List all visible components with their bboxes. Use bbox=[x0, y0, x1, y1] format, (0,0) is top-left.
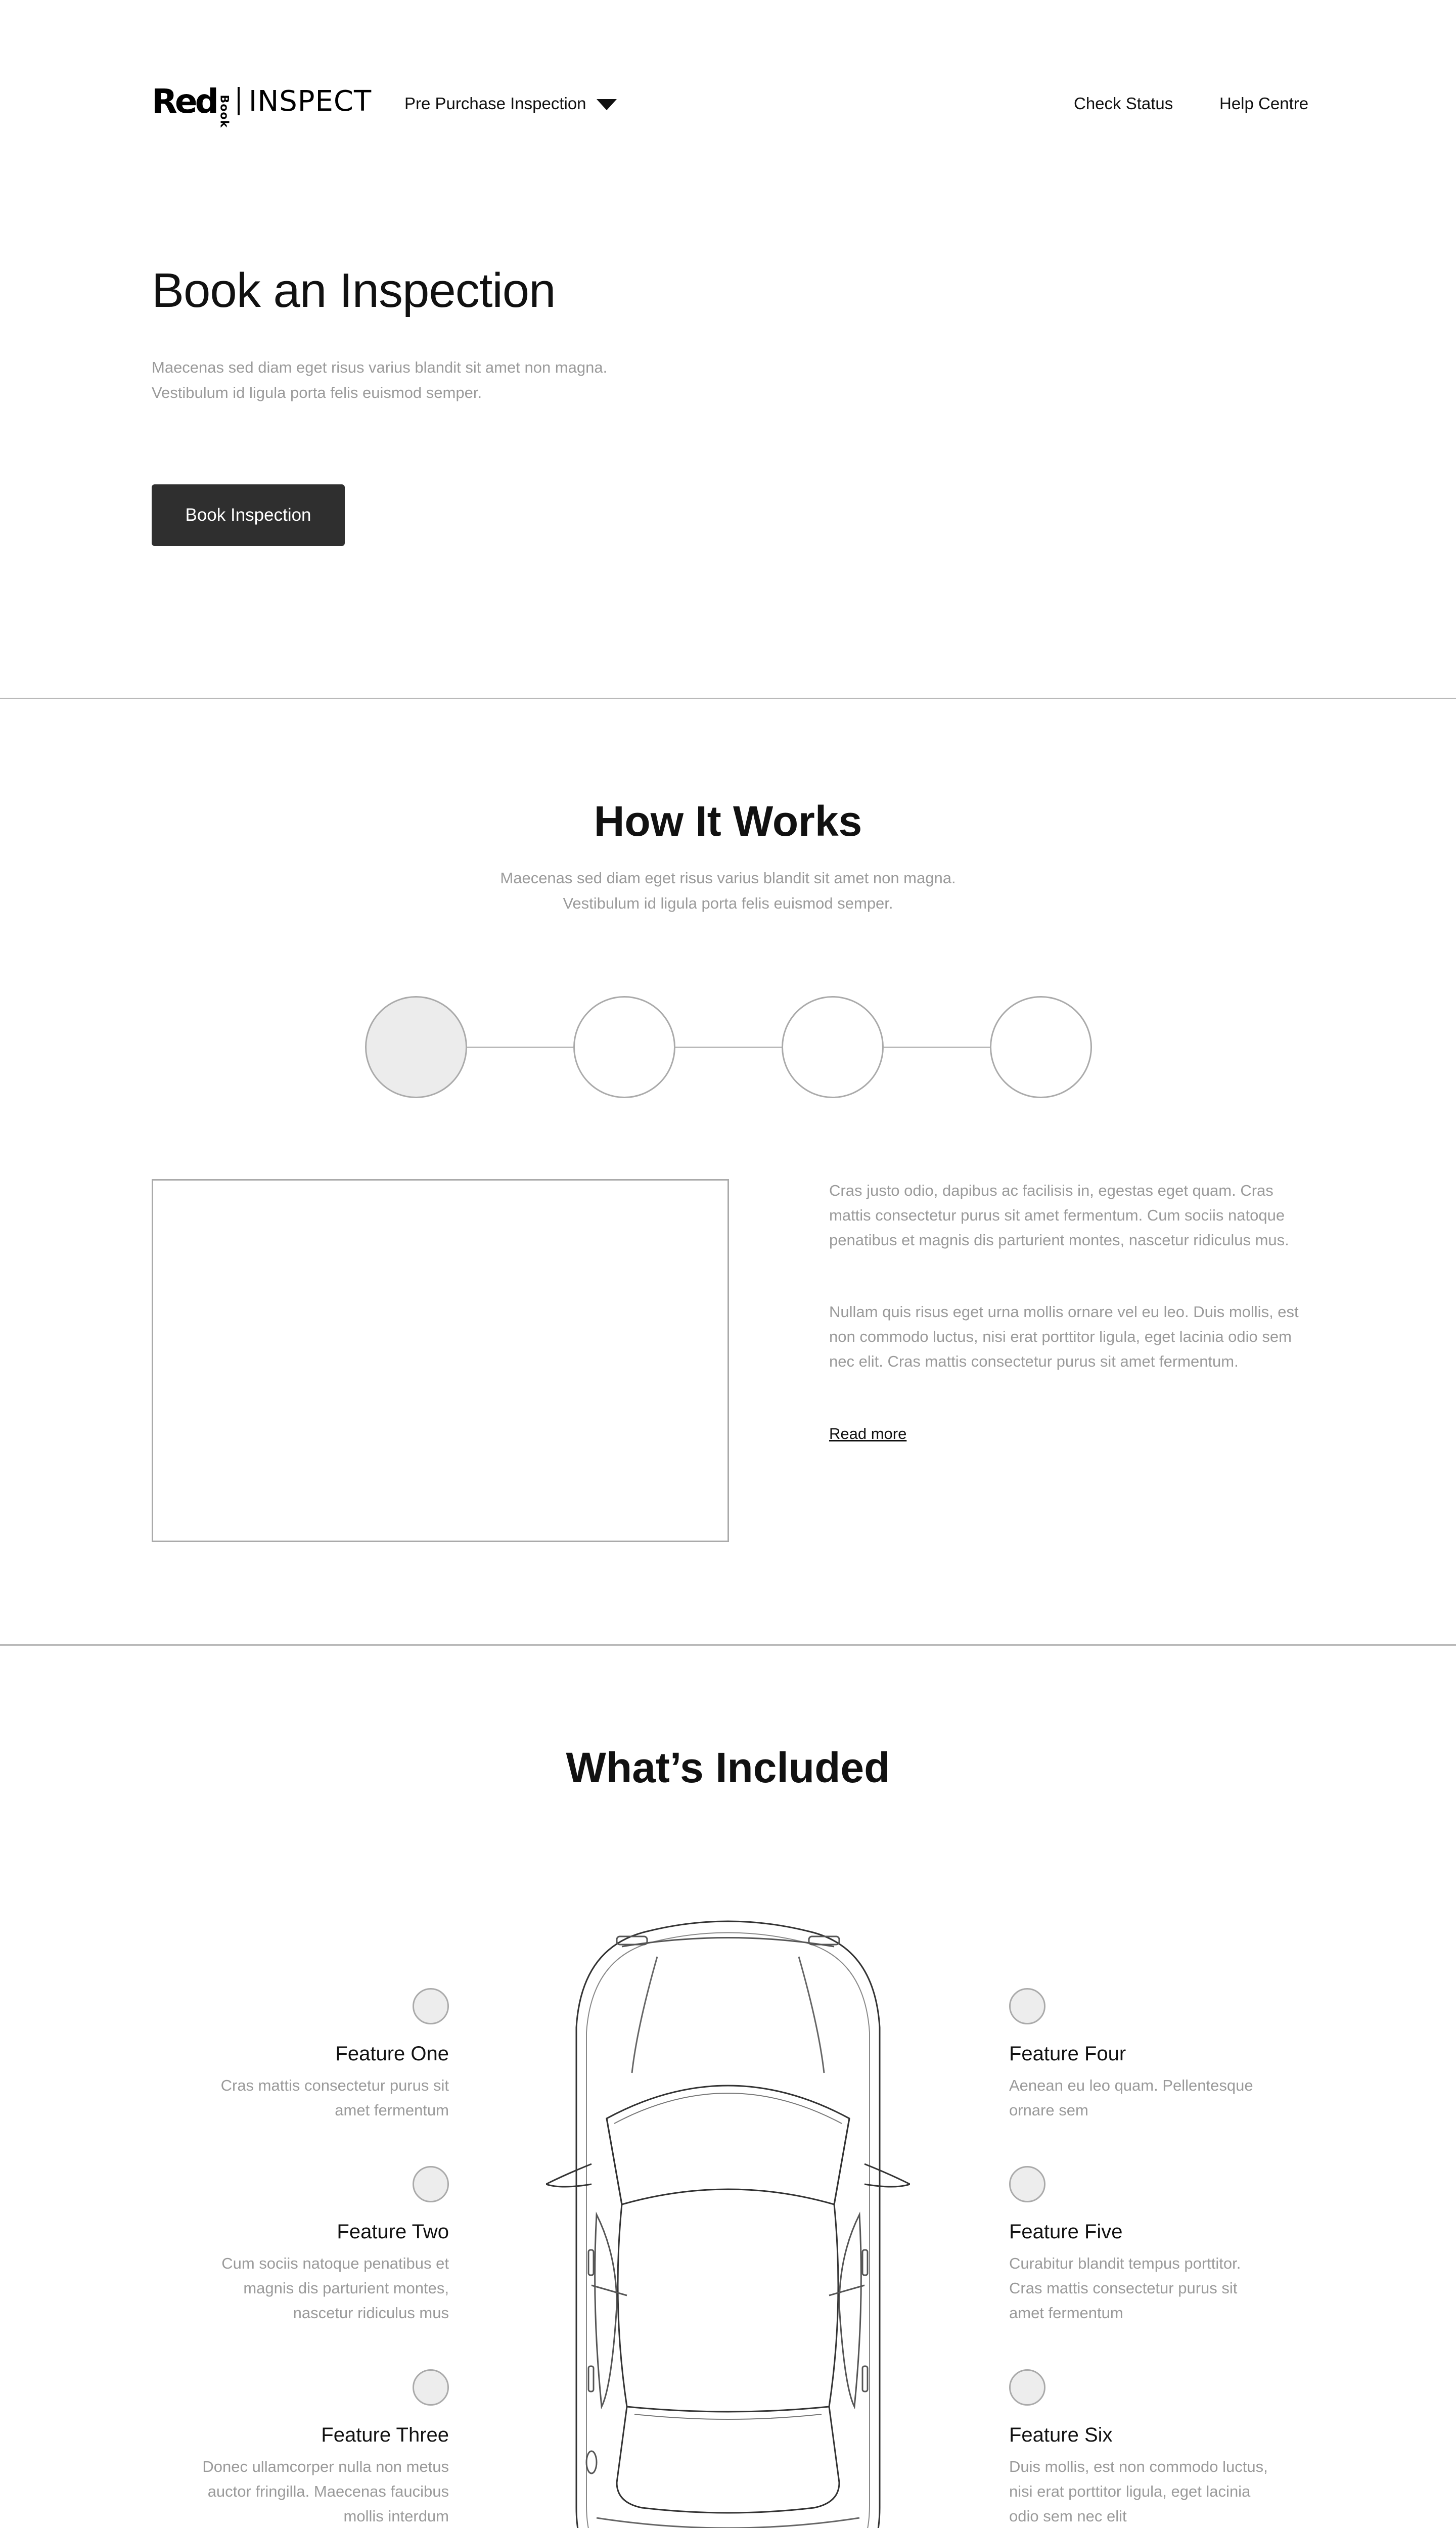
logo-separator bbox=[238, 87, 240, 115]
caret-down-icon bbox=[597, 99, 617, 110]
service-dropdown[interactable] bbox=[404, 94, 617, 113]
feature-four-title: Feature Four bbox=[1009, 2043, 1126, 2065]
logo-inspect-text: INSPECT bbox=[248, 84, 372, 118]
service-dropdown-label: Pre Purchase Inspection bbox=[404, 94, 586, 113]
subtitle-line: Vestibulum id ligula porta felis euismod semper. bbox=[563, 894, 893, 912]
logo-book-text: Book bbox=[217, 95, 231, 128]
step-4-circle[interactable] bbox=[990, 996, 1092, 1098]
feature-six-title: Feature Six bbox=[1009, 2424, 1113, 2446]
hero-subtitle-line: Maecenas sed diam eget risus varius blandit sit amet non magna. bbox=[152, 358, 608, 376]
feature-two-title: Feature Two bbox=[337, 2221, 449, 2243]
how-it-works-paragraph-2: Nullam quis risus eget urna mollis ornare vel eu leo. Duis mollis, est non commodo luctus, nisi erat porttitor ligula, eget lacinia odio sem nec elit. Cras mattis consectetur purus sit amet fermentum. bbox=[829, 1303, 1299, 1370]
feature-five-marker[interactable] bbox=[1009, 2166, 1045, 2202]
section-divider bbox=[0, 698, 1456, 699]
feature-three-description: Donec ullamcorper nulla non metus auctor fringilla. Maecenas faucibus mollis interdum bbox=[202, 2458, 449, 2525]
step-1-circle[interactable] bbox=[365, 996, 467, 1098]
feature-five-description: Curabitur blandit tempus porttitor. Cras mattis consectetur purus sit amet fermentum bbox=[1009, 2254, 1241, 2322]
subtitle-line: Maecenas sed diam eget risus varius blandit sit amet non magna. bbox=[500, 869, 956, 887]
hero-subtitle bbox=[152, 355, 708, 405]
feature-three-title: Feature Three bbox=[321, 2424, 449, 2446]
redbook-inspect-logo[interactable] bbox=[152, 81, 372, 128]
feature-one-description: Cras mattis consectetur purus sit amet fermentum bbox=[220, 2076, 449, 2119]
feature-one-title: Feature One bbox=[335, 2043, 449, 2065]
hero-subtitle-line: Vestibulum id ligula porta felis euismod semper. bbox=[152, 384, 482, 401]
help-centre-link[interactable]: Help Centre bbox=[1219, 94, 1309, 113]
logo-red-text: Red bbox=[152, 81, 216, 121]
how-it-works-subtitle bbox=[425, 866, 1031, 916]
car-top-view-illustration bbox=[546, 1901, 910, 2528]
feature-two-marker[interactable] bbox=[413, 2166, 449, 2202]
feature-six-marker[interactable] bbox=[1009, 2369, 1045, 2406]
book-inspection-button[interactable]: Book Inspection bbox=[152, 484, 345, 546]
how-it-works-paragraph-1: Cras justo odio, dapibus ac facilisis in, egestas eget quam. Cras mattis consectetur purus sit amet fermentum. Cum sociis natoque penatibus et magnis dis parturient montes, nascetur ridiculus mus. bbox=[829, 1182, 1289, 1249]
section-divider bbox=[0, 1644, 1456, 1646]
step-connector bbox=[675, 1047, 782, 1048]
step-3-circle[interactable] bbox=[782, 996, 884, 1098]
feature-one-marker[interactable] bbox=[413, 1988, 449, 2024]
step-2-circle[interactable] bbox=[573, 996, 675, 1098]
check-status-link[interactable]: Check Status bbox=[1074, 94, 1173, 113]
step-connector bbox=[884, 1047, 990, 1048]
feature-four-description: Aenean eu leo quam. Pellentesque ornare sem bbox=[1009, 2076, 1253, 2119]
step-connector bbox=[467, 1047, 573, 1048]
feature-two-description: Cum sociis natoque penatibus et magnis dis parturient montes, nascetur ridiculus mus bbox=[221, 2254, 449, 2322]
feature-three-marker[interactable] bbox=[413, 2369, 449, 2406]
feature-six-description: Duis mollis, est non commodo luctus, nisi erat porttitor ligula, eget lacinia odio sem nec elit bbox=[1009, 2458, 1268, 2525]
how-it-works-title: How It Works bbox=[594, 797, 862, 845]
feature-five-title: Feature Five bbox=[1009, 2221, 1123, 2243]
site-header bbox=[0, 0, 1456, 212]
step-media-placeholder bbox=[152, 1179, 729, 1542]
whats-included-title: What’s Included bbox=[566, 1744, 890, 1791]
feature-four-marker[interactable] bbox=[1009, 1988, 1045, 2024]
hero-title: Book an Inspection bbox=[152, 263, 556, 318]
read-more-link[interactable]: Read more bbox=[829, 1425, 907, 1442]
